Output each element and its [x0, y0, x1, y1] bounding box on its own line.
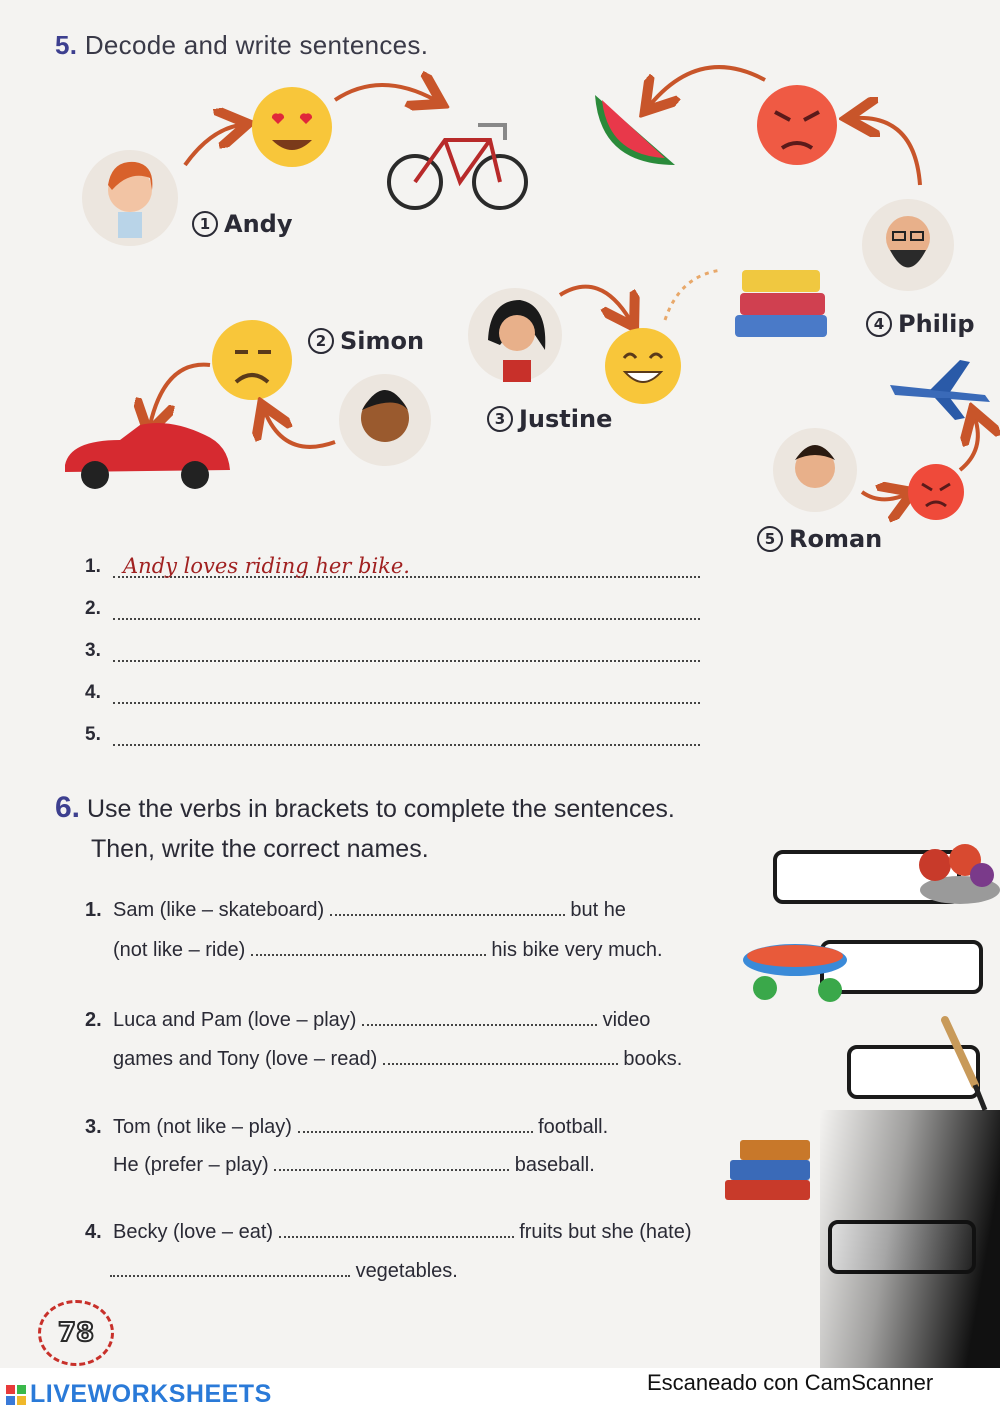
books-icon — [735, 270, 827, 337]
ex6-item-4-line-2: vegetables. — [110, 1259, 458, 1283]
ex6-blank-4b[interactable] — [110, 1259, 350, 1277]
skateboard-icon — [743, 944, 847, 1002]
baseball-bat-icon — [945, 1020, 985, 1110]
liveworksheets-logo-icon — [6, 1385, 26, 1405]
name-label-andy: 1 Andy — [192, 210, 292, 238]
arrow-icon — [862, 492, 905, 499]
name-label-philip: 4 Philip — [866, 310, 975, 338]
answer-line-2: 2. — [85, 590, 700, 620]
fruit-basket-icon — [919, 844, 1000, 904]
liveworksheets-logo[interactable] — [6, 1380, 272, 1409]
decode-illustration — [0, 0, 1000, 560]
ex6-blank-2b[interactable] — [383, 1047, 618, 1065]
answer-text-1: Andy loves riding her bike. — [123, 554, 410, 578]
arrow-icon — [265, 412, 335, 447]
exercise-6-instruction-1: Use the verbs in brackets to complete the sentences. — [86, 795, 675, 823]
ex6-item-3-line-2: He (prefer – play) baseball. — [113, 1154, 595, 1176]
answer-input-4[interactable] — [113, 680, 700, 704]
arrow-icon — [650, 67, 765, 105]
airplane-icon — [890, 360, 990, 420]
page-number: 78 — [57, 1318, 95, 1348]
happy-emoji-icon — [605, 328, 681, 404]
answer-line-5: 5. — [85, 716, 700, 746]
ex6-item-1-line-1: 1. Sam (like – skateboard) but he — [85, 899, 626, 921]
liveworksheets-brand: LIVEWORKSHEETS — [30, 1380, 272, 1408]
arrow-icon — [855, 118, 920, 185]
books-stack-icon — [725, 1140, 810, 1200]
roman-avatar — [773, 428, 857, 512]
exercise-6-instruction-2: Then, write the correct names. — [91, 835, 429, 863]
name-label-justine: 3 Justine — [487, 405, 612, 433]
answer-line-1: 1. Andy loves riding her bike. — [85, 548, 700, 578]
page-shadow — [820, 1110, 1000, 1370]
camscanner-label: Escaneado con CamScanner — [647, 1370, 934, 1395]
ex6-blank-1b[interactable] — [251, 938, 486, 956]
car-icon — [65, 423, 230, 489]
answer-input-5[interactable] — [113, 722, 700, 746]
watermelon-icon — [595, 95, 675, 165]
philip-avatar — [862, 199, 954, 291]
justine-avatar — [468, 288, 562, 382]
ex6-blank-4a[interactable] — [279, 1220, 514, 1238]
angry-emoji-icon-small — [908, 464, 964, 520]
simon-avatar — [339, 374, 431, 466]
ex6-item-2-line-1: 2. Luca and Pam (love – play) video — [85, 1009, 651, 1031]
exercise-6-number: 6. — [55, 791, 81, 824]
arrow-icon — [335, 85, 435, 100]
ex6-blank-3a[interactable] — [298, 1115, 533, 1133]
arrow-icon — [560, 287, 630, 320]
ex6-blank-2a[interactable] — [362, 1008, 597, 1026]
answer-line-3: 3. — [85, 632, 700, 662]
answer-input-1[interactable] — [113, 554, 700, 578]
answer-input-3[interactable] — [113, 638, 700, 662]
arrow-icon — [665, 270, 722, 320]
bicycle-icon — [389, 125, 526, 208]
sad-emoji-icon — [212, 320, 292, 400]
andy-avatar — [82, 150, 178, 246]
ex6-blank-1a[interactable] — [330, 898, 565, 916]
page-number-badge — [38, 1300, 114, 1366]
name-label-roman: 5 Roman — [757, 525, 882, 553]
ex6-item-3-line-1: 3. Tom (not like – play) football. — [85, 1116, 609, 1138]
ex6-item-2-line-2: games and Tony (love – read) books. — [113, 1048, 683, 1070]
arrow-icon — [185, 125, 240, 165]
answer-line-4: 4. — [85, 674, 700, 704]
answer-input-2[interactable] — [113, 596, 700, 620]
exercise-5-instruction: Decode and write sentences. — [84, 30, 429, 60]
arrow-icon — [960, 418, 978, 470]
ex6-item-1-line-2: (not like – ride) his bike very much. — [113, 939, 663, 961]
heart-eyes-emoji-icon — [252, 87, 332, 167]
arrow-icon — [150, 365, 210, 425]
angry-emoji-icon — [757, 85, 837, 165]
ex6-blank-3b[interactable] — [274, 1153, 509, 1171]
name-label-simon: 2 Simon — [308, 327, 424, 355]
ex6-item-4-line-1: 4. Becky (love – eat) fruits but she (hate) — [85, 1221, 692, 1243]
exercise-6-title — [55, 788, 675, 869]
exercise-5-number: 5. — [55, 30, 78, 60]
